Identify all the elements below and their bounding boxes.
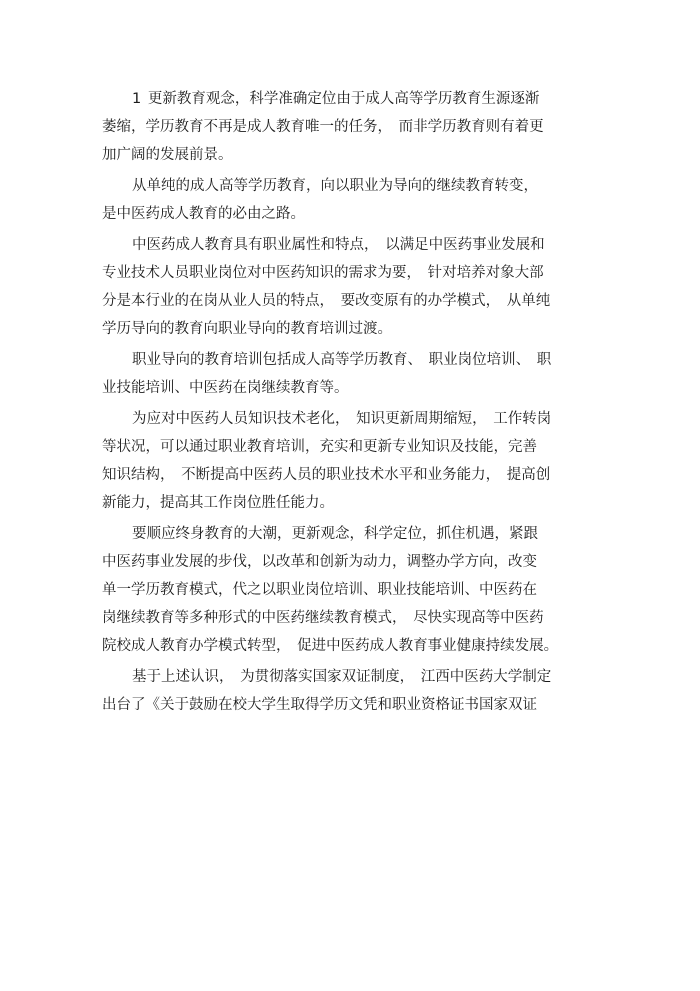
text-line: 为应对中医药人员知识技术老化， 知识更新周期缩短， 工作转岗 xyxy=(132,411,552,427)
document-body xyxy=(102,90,582,727)
paragraph-6 xyxy=(102,525,582,656)
text-line: 等状况，可以通过职业教育培训，充实和更新专业知识及技能，完善 xyxy=(102,439,537,455)
paragraph-1 xyxy=(102,90,582,165)
text-line: 从单纯的成人高等学历教育，向以职业为导向的继续教育转变， xyxy=(132,178,538,194)
text-line: 中医药事业发展的步伐，以改革和创新为动力，调整办学方向，改变 xyxy=(102,554,537,570)
text-line: 单一学历教育模式，代之以职业岗位培训、职业技能培训、中医药在 xyxy=(102,582,537,598)
text-line: 职业导向的教育培训包括成人高等学历教育、 职业岗位培训、 职 xyxy=(132,352,552,368)
text-line: 基于上述认识， 为贯彻落实国家双证制度， 江西中医药大学制定 xyxy=(132,669,552,685)
text-line: 专业技术人员职业岗位对中医药知识的需求为要， 针对培养对象大部 xyxy=(102,265,544,281)
text-line: 加广阔的发展前景。 xyxy=(102,147,233,163)
text-line: 业技能培训、中医药在岗继续教育等。 xyxy=(102,380,349,396)
text-line: 是中医药成人教育的必由之路。 xyxy=(102,206,305,222)
paragraph-2 xyxy=(102,177,582,224)
text-line: 中医药成人教育具有职业属性和特点， 以满足中医药事业发展和 xyxy=(132,237,545,253)
paragraph-7 xyxy=(102,668,582,715)
text-line: 知识结构， 不断提高中医药人员的职业技术水平和业务能力， 提高创 xyxy=(102,467,551,483)
paragraph-3 xyxy=(102,236,582,339)
text-line: 新能力，提高其工作岗位胜任能力。 xyxy=(102,495,334,511)
text-line: 院校成人教育办学模式转型， 促进中医药成人教育事业健康持续发展。 xyxy=(102,638,559,654)
text-line: 出台了《关于鼓励在校大学生取得学历文凭和职业资格证书国家双证 xyxy=(102,697,537,713)
text-line: 分是本行业的在岗从业人员的特点， 要改变原有的办学模式， 从单纯 xyxy=(102,293,551,309)
paragraph-5 xyxy=(102,410,582,513)
text-line: 要顺应终身教育的大潮，更新观念，科学定位，抓住机遇，紧跟 xyxy=(132,526,538,542)
paragraph-4 xyxy=(102,351,582,398)
text-line: 岗继续教育等多种形式的中医药继续教育模式， 尽快实现高等中医药 xyxy=(102,610,544,626)
text-line: 学历导向的教育向职业导向的教育培训过渡。 xyxy=(102,321,392,337)
text-line: 萎缩，学历教育不再是成人教育唯一的任务， 而非学历教育则有着更 xyxy=(102,119,544,135)
text-line: 1 更新教育观念，科学准确定位由于成人高等学历教育生源逐渐 xyxy=(132,91,540,107)
